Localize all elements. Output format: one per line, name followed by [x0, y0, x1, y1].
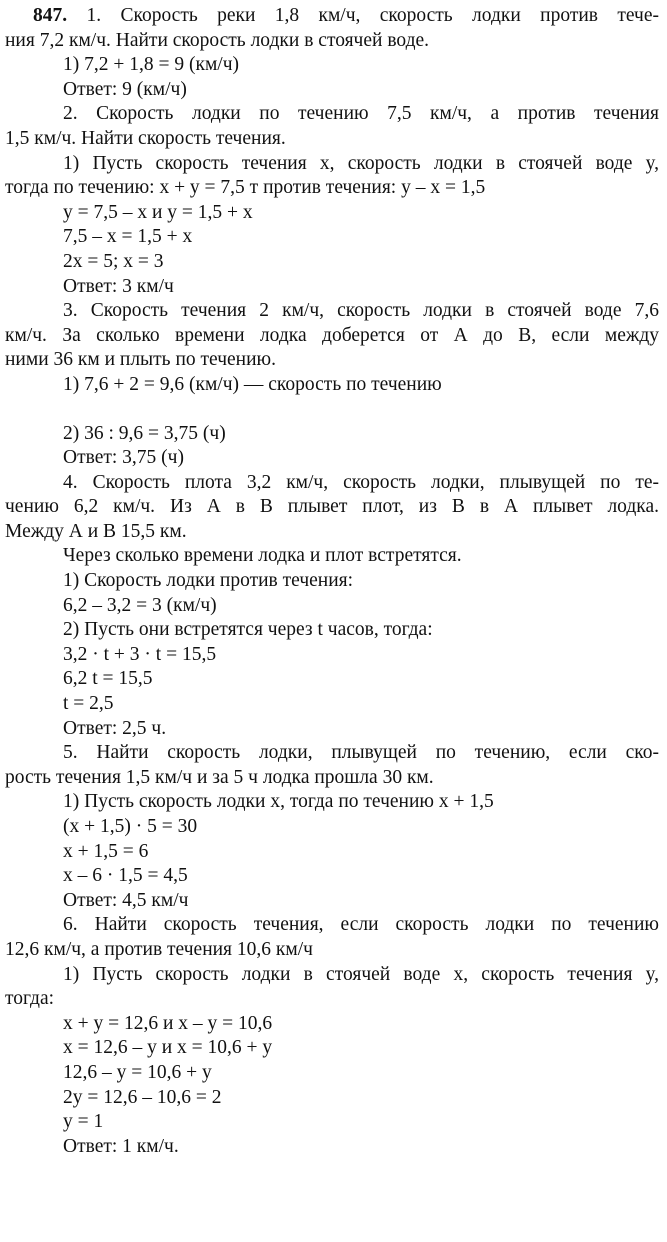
line-text: Ответ: 1 км/ч.: [63, 1135, 179, 1157]
text-line: [5, 1036, 659, 1061]
line-text: 1) Пусть скорость течения x, скорость лодки в стоячей воде y,: [63, 152, 659, 174]
line-text: (x + 1,5) · 5 = 30: [63, 816, 198, 837]
line-text: 2y = 12,6 – 10,6 = 2: [63, 1086, 222, 1108]
text-line: [5, 1110, 659, 1135]
text-line: [5, 667, 659, 692]
line-text: x – 6 · 1,5 = 4,5: [63, 865, 188, 887]
text-line: [5, 938, 659, 963]
line-text: Ответ: 2,5 ч.: [63, 717, 167, 739]
line-text: 12,6 – y = 10,6 + y: [63, 1061, 212, 1083]
text-line: [5, 1012, 659, 1037]
line-text: y = 7,5 – x и y = 1,5 + x: [63, 201, 253, 223]
text-line: [5, 1061, 659, 1086]
line-text: 2. Скорость лодки по течению 7,5 км/ч, а против течения: [63, 103, 659, 125]
text-line: [5, 495, 659, 520]
line-text: 6,2 t = 15,5: [63, 668, 153, 690]
blank-line: [5, 398, 659, 422]
text-line: [5, 471, 659, 496]
text-line: [5, 618, 659, 643]
line-text: ния 7,2 км/ч. Найти скорость лодки в стоячей воде.: [5, 29, 430, 51]
text-line: [5, 176, 659, 201]
text-line: [5, 594, 659, 619]
text-line: [5, 127, 659, 152]
line-text: 6. Найти скорость течения, если скорость лодки по течению: [63, 914, 659, 936]
problem-number: 847.: [33, 5, 68, 26]
line-text: Ответ: 3,75 (ч): [63, 447, 184, 469]
text-line: [5, 275, 659, 300]
line-text: ними 36 км и плыть по течению.: [5, 349, 276, 371]
text-line: [5, 815, 659, 840]
line-text: км/ч. За сколько времени лодка доберется от А до В, если между: [5, 324, 659, 346]
text-line: [5, 29, 659, 54]
text-line: [5, 225, 659, 250]
line-text: 1,5 км/ч. Найти скорость течения.: [5, 127, 286, 149]
line-text: x + y = 12,6 и x – y = 10,6: [63, 1012, 273, 1034]
line-text: 3,2 · t + 3 · t = 15,5: [63, 643, 217, 665]
line-text: 6,2 – 3,2 = 3 (км/ч): [63, 594, 217, 616]
text-line: [5, 717, 659, 742]
text-line: [5, 790, 659, 815]
text-line: [5, 963, 659, 988]
text-line: [5, 201, 659, 226]
line-text: 4. Скорость плота 3,2 км/ч, скорость лодки, плывущей по те-: [63, 471, 659, 493]
text-line: [5, 446, 659, 471]
line-text: x + 1,5 = 6: [63, 840, 149, 862]
line-text: 1) Скорость лодки против течения:: [63, 570, 354, 592]
line-text: Между А и В 15,5 км.: [5, 520, 187, 542]
text-line: [5, 53, 659, 78]
text-line: [5, 4, 659, 29]
line-text: x = 12,6 – y и x = 10,6 + y: [63, 1037, 273, 1059]
text-line: [5, 692, 659, 717]
text-line: [5, 422, 659, 447]
text-line: [5, 766, 659, 791]
text-line: [5, 913, 659, 938]
text-line: [5, 840, 659, 865]
line-text: Ответ: 9 (км/ч): [63, 78, 187, 100]
text-line: [5, 152, 659, 177]
text-line: [5, 299, 659, 324]
line-text: 2) Пусть они встретятся через t часов, тогда:: [63, 619, 433, 641]
line-text: 2x = 5; x = 3: [63, 250, 164, 272]
text-line: [5, 348, 659, 373]
line-text: y = 1: [63, 1111, 104, 1133]
text-line: [5, 520, 659, 545]
text-line: [5, 987, 659, 1012]
text-line: [5, 569, 659, 594]
line-text: t = 2,5: [63, 693, 114, 715]
line-text: 1) Пусть скорость лодки в стоячей воде x, скорость течения y,: [63, 963, 659, 985]
line-text: 1) 7,2 + 1,8 = 9 (км/ч): [63, 54, 240, 76]
text-line: [5, 78, 659, 103]
text-line: [5, 643, 659, 668]
text-line: [5, 741, 659, 766]
text-line: [5, 373, 659, 398]
text-line: [5, 864, 659, 889]
text-line: [5, 1086, 659, 1111]
line-text: 7,5 – x = 1,5 + x: [63, 226, 193, 248]
text-line: [5, 324, 659, 349]
line-text: 1) 7,6 + 2 = 9,6 (км/ч) — скорость по течению: [63, 373, 442, 395]
text-line: [5, 102, 659, 127]
line-text: 12,6 км/ч, а против течения 10,6 км/ч: [5, 938, 313, 960]
line-text: Через сколько времени лодка и плот встретятся.: [63, 545, 462, 567]
text-line: [5, 1135, 659, 1160]
line-text: 5. Найти скорость лодки, плывущей по течению, если ско-: [63, 742, 659, 764]
line-text: 3. Скорость течения 2 км/ч, скорость лодки в стоячей воде 7,6: [63, 300, 659, 322]
line-text: тогда:: [5, 988, 55, 1010]
text-line: [5, 250, 659, 275]
line-text: чению 6,2 км/ч. Из А в В плывет плот, из В в А плывет лодка.: [5, 496, 659, 518]
line-text: Ответ: 3 км/ч: [63, 275, 174, 297]
line-text: 1) Пусть скорость лодки x, тогда по течению x + 1,5: [63, 791, 494, 813]
line-text: 1. Скорость реки 1,8 км/ч, скорость лодки против тече-: [86, 5, 659, 26]
line-text: тогда по течению: x + y = 7,5 т против течения: y – x = 1,5: [5, 177, 486, 199]
line-text: 2) 36 : 9,6 = 3,75 (ч): [63, 422, 226, 444]
line-text: Ответ: 4,5 км/ч: [63, 889, 189, 911]
text-line: [5, 544, 659, 569]
line-text: рость течения 1,5 км/ч и за 5 ч лодка прошла 30 км.: [5, 766, 434, 788]
text-line: [5, 889, 659, 914]
